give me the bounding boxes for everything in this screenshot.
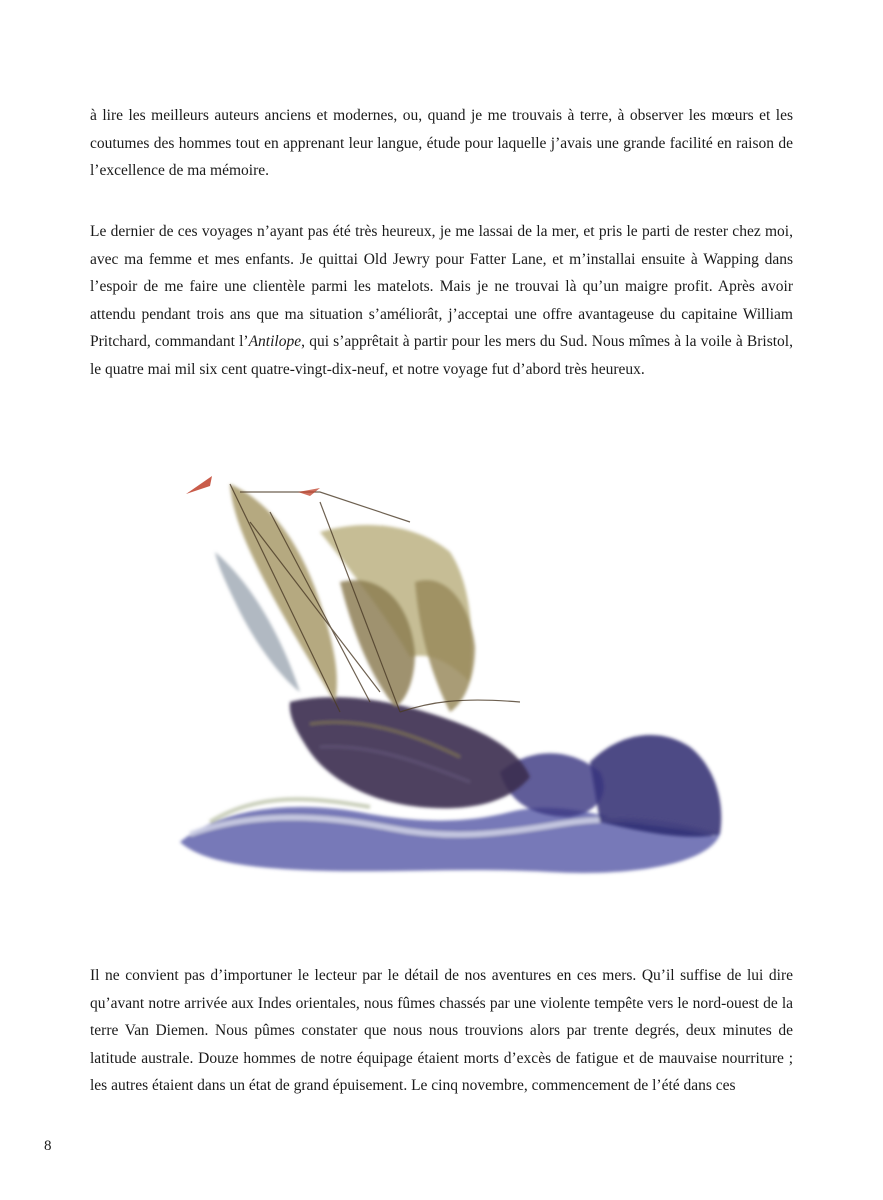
ship-sails [215, 484, 475, 712]
page-number: 8 [44, 1138, 52, 1154]
paragraph-2-text-b: , qui s’apprêtait à partir pour les mers du Sud. Nous mîmes à la voile à Bristol, le quatre mai mil six cent quatre-vingt-dix-neuf, et notre voyage fut d’abord très heureux. [90, 333, 793, 378]
ship-watercolor-illustration [170, 462, 740, 892]
pennant-left [186, 476, 212, 494]
paragraph-2 [90, 218, 793, 383]
ship-hull [290, 697, 530, 808]
paragraph-2-text-a: Le dernier de ces voyages n’ayant pas été très heureux, je me lassai de la mer, et pris le parti de rester chez moi, avec ma femme et mes enfants. Je quittai Old Jewry pour Fatter Lane, et m’installai ensuite à Wapping dans l’espoir de me faire une clientèle parmi les matelots. Mais je ne trouvai là qu’un maigre profit. Après avoir attendu pendant trois ans que ma situation s’améliorât, j’acceptai une offre avantageuse du capitaine William Pritchard, commandant l’ [90, 223, 793, 350]
ship-name: Antilope [248, 333, 302, 350]
paragraph-3: Il ne convient pas d’importuner le lecteur par le détail de nos aventures en ces mers. Qu’il suffise de lui dire qu’avant notre arrivée aux Indes orientales, nous fûmes chassés par une violente tempête vers le nord-ouest de la terre Van Diemen. Nous pûmes constater que nous nous trouvions alors par trente degrés, deux minutes de latitude australe. Douze hommes de notre équipage étaient morts d’excès de fatigue et de mauvaise nourriture ; les autres étaient dans un état de grand épuisement. Le cinq novembre, commencement de l’été dans ces [90, 967, 793, 1094]
paragraph-1: à lire les meilleurs auteurs anciens et modernes, ou, quand je me trouvais à terre, à observer les mœurs et les coutumes des hommes tout en apprenant leur langue, étude pour laquelle j’avais une grande facilité en raison de l’excellence de ma mémoire. [90, 107, 793, 179]
